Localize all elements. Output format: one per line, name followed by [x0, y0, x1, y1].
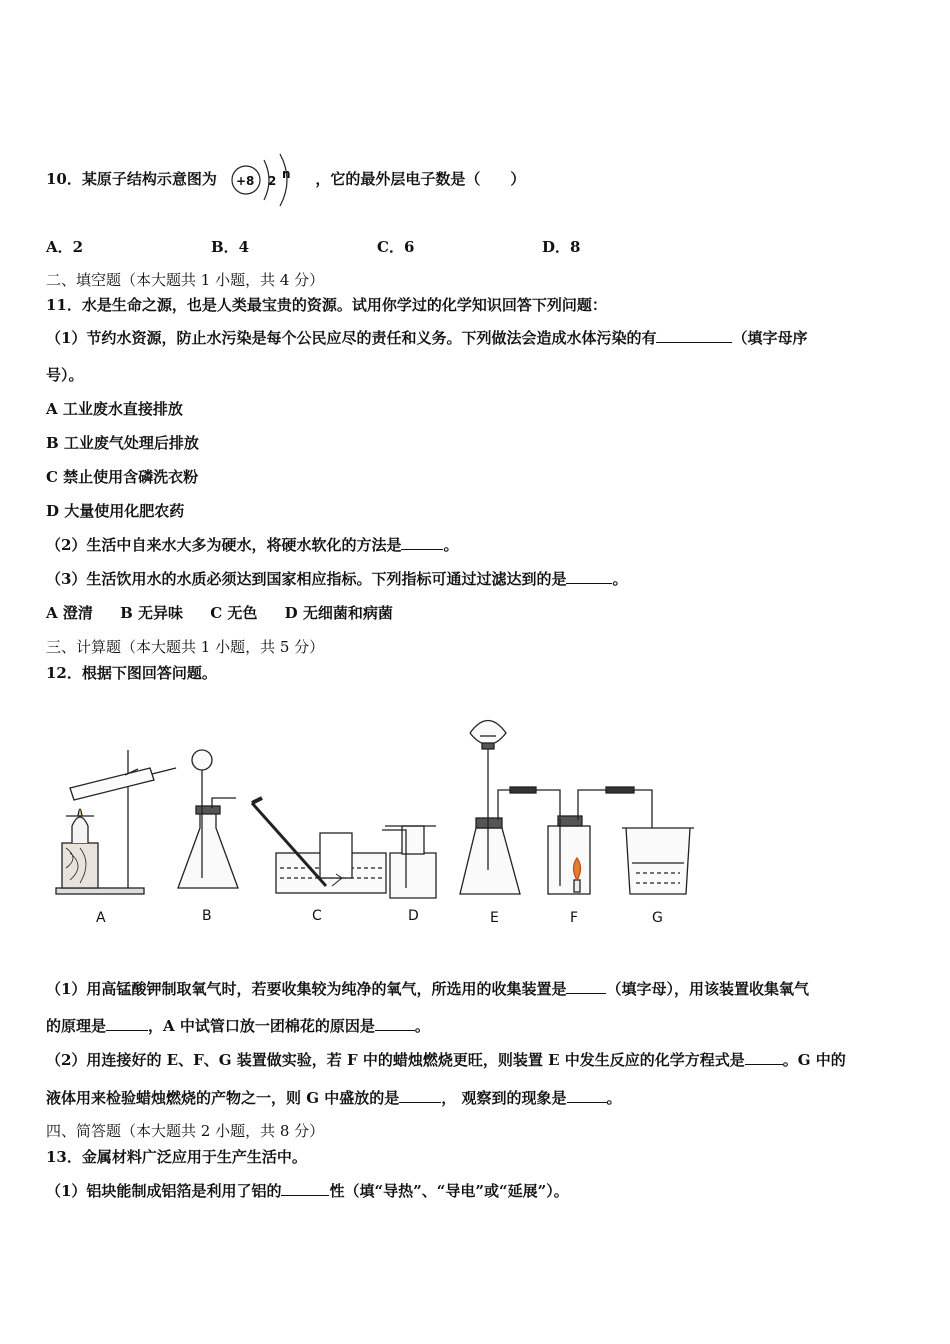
atom-nucleus-charge: +8	[236, 174, 255, 188]
label-c: C	[312, 908, 322, 924]
q11-part2-end: 。	[443, 536, 459, 554]
apparatus-b	[178, 750, 238, 888]
q11-choice-b: B 工业废气处理后排放	[46, 434, 199, 452]
q12-part2	[46, 1050, 846, 1070]
apparatus-d	[382, 826, 436, 898]
q11-choice-d: D 大量使用化肥农药	[46, 502, 185, 520]
q12-part2-text4: ， 观察到的现象是	[441, 1089, 567, 1107]
q12-part1-end: 。	[414, 1017, 430, 1035]
atom-shell2-count: n	[282, 167, 291, 181]
answer-blank[interactable]	[401, 535, 443, 550]
q10-stem	[46, 152, 525, 208]
apparatus-c	[252, 798, 386, 893]
q11-choice-a: A 工业废水直接排放	[46, 400, 183, 418]
q12-part1	[46, 979, 809, 999]
q11-part3	[46, 569, 627, 589]
label-e: E	[490, 910, 499, 926]
q12-part1-text3: 的原理是	[46, 1017, 107, 1035]
q11-part1-text-end: （填字母序	[732, 329, 808, 347]
q12-part2-cont	[46, 1088, 622, 1108]
section-heading-calculation: 三、计算题（本大题共 1 小题，共 5 分）	[46, 638, 325, 656]
q11-p3-option-d: D 无细菌和病菌	[284, 604, 393, 622]
answer-blank[interactable]	[567, 1088, 607, 1103]
q11-part3-text: （3）生活饮用水的水质必须达到国家相应指标。下列指标可通过过滤达到的是	[46, 570, 567, 588]
answer-blank[interactable]	[656, 328, 732, 343]
answer-blank[interactable]	[566, 569, 612, 584]
answer-blank[interactable]	[281, 1181, 329, 1196]
q11-stem: 11．水是生命之源，也是人类最宝贵的资源。试用你学过的化学知识回答下列问题：	[46, 296, 607, 314]
label-g: G	[652, 910, 663, 926]
section-heading-short-answer: 四、简答题（本大题共 2 小题，共 8 分）	[46, 1122, 325, 1140]
answer-blank[interactable]	[745, 1050, 783, 1065]
q12-part2-end: 。	[606, 1089, 622, 1107]
answer-blank[interactable]	[566, 979, 606, 994]
label-a: A	[96, 910, 106, 926]
q11-part3-options	[46, 603, 393, 623]
q13-part1-end: 性（填“导热”、“导电”或“延展”）。	[329, 1182, 569, 1200]
q12-part1-cont	[46, 1016, 430, 1036]
q12-part2-text: （2）用连接好的 E、F、G 装置做实验，若 F 中的蜡烛燃烧更旺，则装置 E 中发生反应的化学方程式是	[46, 1051, 745, 1069]
q10-option-b: B．4	[211, 238, 250, 256]
apparatus-e	[460, 721, 560, 895]
q10-option-a: A．2	[46, 238, 84, 256]
q11-part1-cont: 号）。	[46, 366, 84, 384]
q11-part1	[46, 328, 807, 348]
answer-blank[interactable]	[375, 1016, 415, 1031]
section-heading-fill-in: 二、填空题（本大题共 1 小题，共 4 分）	[46, 271, 325, 289]
q12-part2-text2: 。G 中的	[782, 1051, 846, 1069]
atom-structure-diagram	[226, 152, 306, 208]
q12-stem: 12．根据下图回答问题。	[46, 664, 217, 682]
q12-part1-text2: （填字母），用该装置收集氧气	[606, 980, 809, 998]
label-b: B	[202, 908, 212, 924]
apparatus-a	[56, 750, 176, 894]
q13-part1-text: （1）铝块能制成铝箔是利用了铝的	[46, 1182, 282, 1200]
q11-choice-c: C 禁止使用含磷洗衣粉	[46, 468, 199, 486]
apparatus-g	[622, 828, 694, 894]
atom-shell1-count: 2	[268, 174, 277, 188]
q11-part2-text: （2）生活中自来水大多为硬水，将硬水软化的方法是	[46, 536, 402, 554]
q11-part1-text: （1）节约水资源，防止水污染是每个公民应尽的责任和义务。下列做法会造成水体污染的有	[46, 329, 657, 347]
answer-blank[interactable]	[399, 1088, 441, 1103]
answer-blank[interactable]	[106, 1016, 148, 1031]
q10-prefix: 10．某原子结构示意图为	[46, 170, 217, 188]
q13-stem: 13．金属材料广泛应用于生产生活中。	[46, 1148, 307, 1166]
q10-option-c: C．6	[377, 238, 415, 256]
q13-part1	[46, 1181, 569, 1201]
q10-option-d: D．8	[542, 238, 581, 256]
q12-part1-text: （1）用高锰酸钾制取氧气时，若要收集较为纯净的氧气，所选用的收集装置是	[46, 980, 567, 998]
q12-part1-text4: ，A 中试管口放一团棉花的原因是	[148, 1017, 375, 1035]
q11-part3-end: 。	[612, 570, 628, 588]
q11-p3-option-b: B 无异味	[120, 604, 184, 622]
q12-part2-text3: 液体用来检验蜡烛燃烧的产物之一，则 G 中盛放的是	[46, 1089, 400, 1107]
q11-p3-option-a: A 澄清	[46, 604, 93, 622]
label-d: D	[408, 908, 419, 924]
q11-p3-option-c: C 无色	[210, 604, 258, 622]
lab-apparatus-figure	[40, 708, 740, 938]
q10-suffix: ，它的最外层电子数是（ ）	[315, 170, 526, 188]
label-f: F	[570, 910, 579, 926]
q11-part2	[46, 535, 458, 555]
